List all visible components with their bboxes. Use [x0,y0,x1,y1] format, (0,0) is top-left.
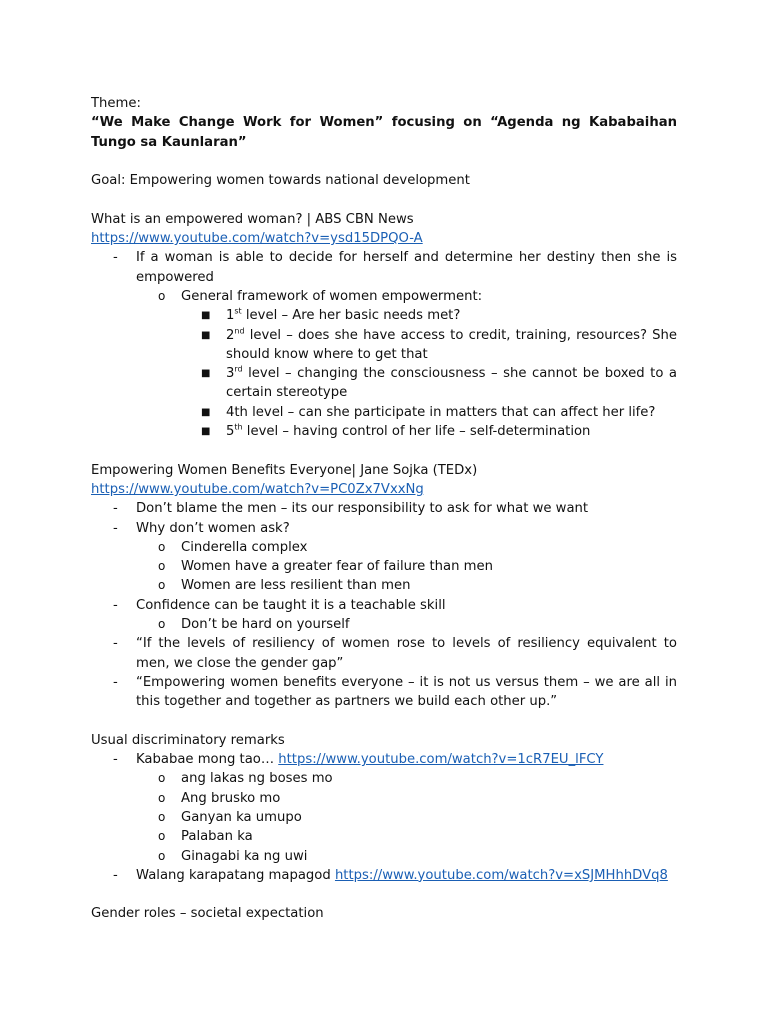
list-item-text: Cinderella complex [181,539,308,555]
level-number: 1 [226,308,235,324]
list-item-text: Women are less resilient than men [181,578,411,594]
goal-text: Goal: Empowering women towards national development [91,173,470,189]
list-item-text: Kababae mong tao… [136,752,279,768]
list-item-text: Don’t be hard on yourself [181,617,350,633]
list-item-text: If a woman is able to decide for herself and determine her destiny then she is empowered [136,250,677,285]
square-bullet-icon: ■ [201,368,211,380]
list-item [91,808,677,827]
list-item [91,750,677,769]
link-benefits-everyone-video[interactable]: https://www.youtube.com/watch?v=PC0Zx7VxxNg [91,481,424,497]
list-item-level [91,403,677,422]
level-text: level – changing the consciousness – she cannot be boxed to a certain stereotype [226,366,677,401]
level-number: 4th [226,404,248,420]
circle-bullet: o [158,829,166,844]
list-item-text: “Empowering women benefits everyone – it is not us versus them – we are all in this together and together as partners we build each other up.” [136,674,677,710]
circle-bullet: o [158,559,166,574]
level-number: 5 [226,424,235,440]
list-item-text: Walang karapatang mapagod [136,867,335,883]
spacer [91,152,677,171]
circle-bullet: o [158,288,166,303]
list-item-level [91,326,677,365]
list-item [91,538,677,557]
list-item-text: Women have a greater fear of failure than men [181,559,493,575]
level-suffix: rd [234,364,243,374]
list-item [91,499,677,518]
square-bullet-icon: ■ [201,426,211,438]
section-heading-empowered-woman: What is an empowered woman? | ABS CBN News [91,211,414,227]
list-item-text: Don’t blame the men – its our responsibility to ask for what we want [136,501,589,517]
spacer [91,190,677,209]
list-item-text: Ang brusko mo [181,790,281,806]
list-item [91,827,677,846]
list-item [91,519,677,538]
list-item [91,615,677,634]
square-bullet-icon: ■ [201,329,211,341]
list-item [91,596,677,615]
level-text: level – can she participate in matters that can affect her life? [247,404,656,420]
link-kababae-video[interactable]: https://www.youtube.com/watch?v=1cR7EU_lFCY [278,752,604,768]
list-item-text: Why don’t women ask? [136,520,290,536]
list-item [91,287,677,306]
level-text: level – having control of her life – self-determination [242,424,591,440]
link-walang-karapatang-video[interactable]: https://www.youtube.com/watch?v=xSJMHhhDVq8 [334,867,668,883]
circle-bullet: o [158,578,166,593]
level-suffix: nd [234,326,245,336]
list-item-text: Confidence can be taught it is a teachable skill [136,597,446,613]
list-item [91,789,677,808]
spacer [91,441,677,460]
dash-bullet: - [113,250,118,266]
spacer [91,885,677,904]
section-heading-gender-roles: Gender roles – societal expectation [91,906,324,922]
circle-bullet: o [158,790,166,805]
dash-bullet: - [113,636,118,652]
list-item-level [91,306,677,325]
level-text: level – Are her basic needs met? [241,308,461,324]
list-item [91,847,677,866]
section-heading-benefits-everyone: Empowering Women Benefits Everyone| Jane Sojka (TEDx) [91,462,478,478]
list-item-text: “If the levels of resiliency of women rose to levels of resiliency equivalent to men, we close the gender gap” [136,636,677,671]
circle-bullet: o [158,848,166,863]
level-number: 3 [226,366,235,382]
theme-label: Theme: [91,96,141,111]
square-bullet-icon: ■ [201,310,211,322]
list-item [91,557,677,576]
dash-bullet: - [113,674,118,690]
level-suffix: th [234,422,243,432]
dash-bullet: - [113,501,118,517]
level-suffix: st [234,306,242,316]
list-item [91,576,677,595]
list-item [91,634,677,673]
list-item [91,866,677,885]
circle-bullet: o [158,617,166,632]
list-item-text: Palaban ka [181,829,253,845]
list-item-text: Ginagabi ka ng uwi [181,848,308,864]
list-item-text: ang lakas ng boses mo [181,771,333,787]
circle-bullet: o [158,539,166,554]
list-item [91,248,677,287]
circle-bullet: o [158,771,166,786]
link-empowered-woman-video[interactable]: https://www.youtube.com/watch?v=ysd15DPQO-A [91,231,423,247]
section-heading-discriminatory-remarks: Usual discriminatory remarks [91,732,285,748]
square-bullet-icon: ■ [201,406,211,418]
dash-bullet: - [113,520,118,536]
dash-bullet: - [113,752,118,768]
list-item-level [91,422,677,441]
dash-bullet: - [113,867,118,883]
level-text: level – does she have access to credit, training, resources? She should know where to get that [226,327,677,362]
list-item [91,769,677,788]
circle-bullet: o [158,809,166,824]
level-number: 2 [226,327,235,343]
theme-title: “We Make Change Work for Women” focusing on “Agenda ng Kababaihan Tungo sa Kaunlaran” [91,115,677,150]
dash-bullet: - [113,597,118,613]
spacer [91,712,677,731]
document-page [91,94,677,924]
list-item-level [91,364,677,403]
list-item-text: General framework of women empowerment: [181,288,483,304]
list-item-text: Ganyan ka umupo [181,809,302,825]
list-item [91,673,677,712]
